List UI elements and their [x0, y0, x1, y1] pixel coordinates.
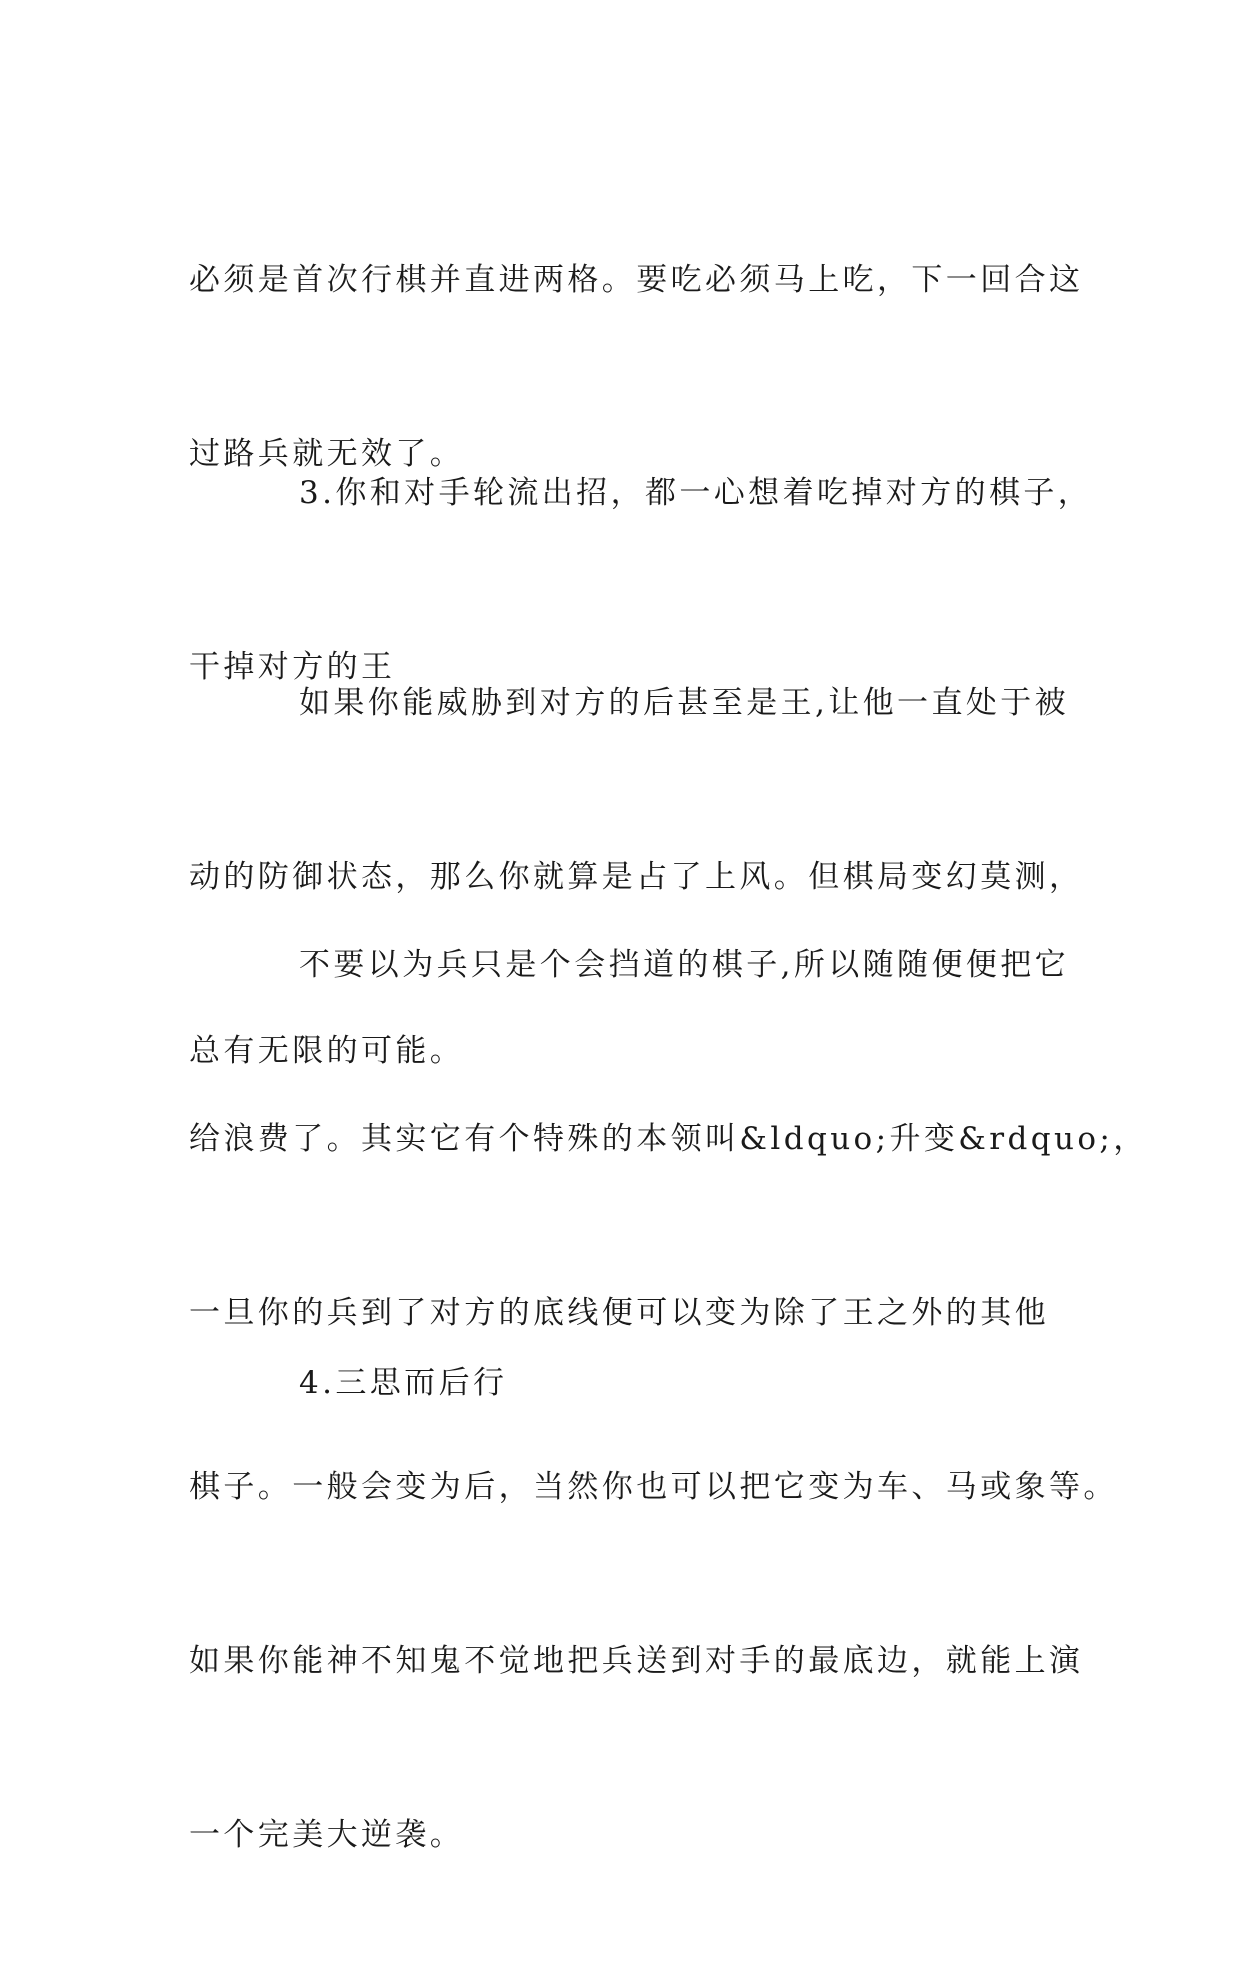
text-line: 一个完美大逆袭。	[189, 1817, 465, 1853]
text-line: 如果你能威胁到对方的后甚至是王,让他一直处于被	[299, 685, 1070, 721]
text-line: 干掉对方的王	[189, 649, 396, 685]
text-line: 必须是首次行棋并直进两格。要吃必须马上吃，下一回合这	[189, 262, 1084, 298]
text-line: 过路兵就无效了。	[189, 436, 465, 472]
text-line: 4.三思而后行	[299, 1365, 508, 1401]
text-line: 不要以为兵只是个会挡道的棋子,所以随随便便把它	[299, 947, 1070, 983]
text-line: 总有无限的可能。	[189, 1033, 465, 1069]
paragraph-heading-4	[189, 1238, 1118, 1528]
text-line: 动的防御状态，那么你就算是占了上风。但棋局变幻莫测，	[189, 859, 1084, 895]
text-line: 一旦你的兵到了对方的底线便可以变为除了王之外的其他	[189, 1295, 1049, 1331]
text-line: 棋子。一般会变为后，当然你也可以把它变为车、马或象等。	[189, 1469, 1118, 1505]
text-line: 3.你和对手轮流出招，都一心想着吃掉对方的棋子，	[299, 475, 1093, 511]
text-line: 如果你能神不知鬼不觉地把兵送到对手的最底边，就能上演	[189, 1643, 1084, 1679]
text-line: 给浪费了。其实它有个特殊的本领叫&ldquo;升变&rdquo;，	[189, 1121, 1148, 1157]
